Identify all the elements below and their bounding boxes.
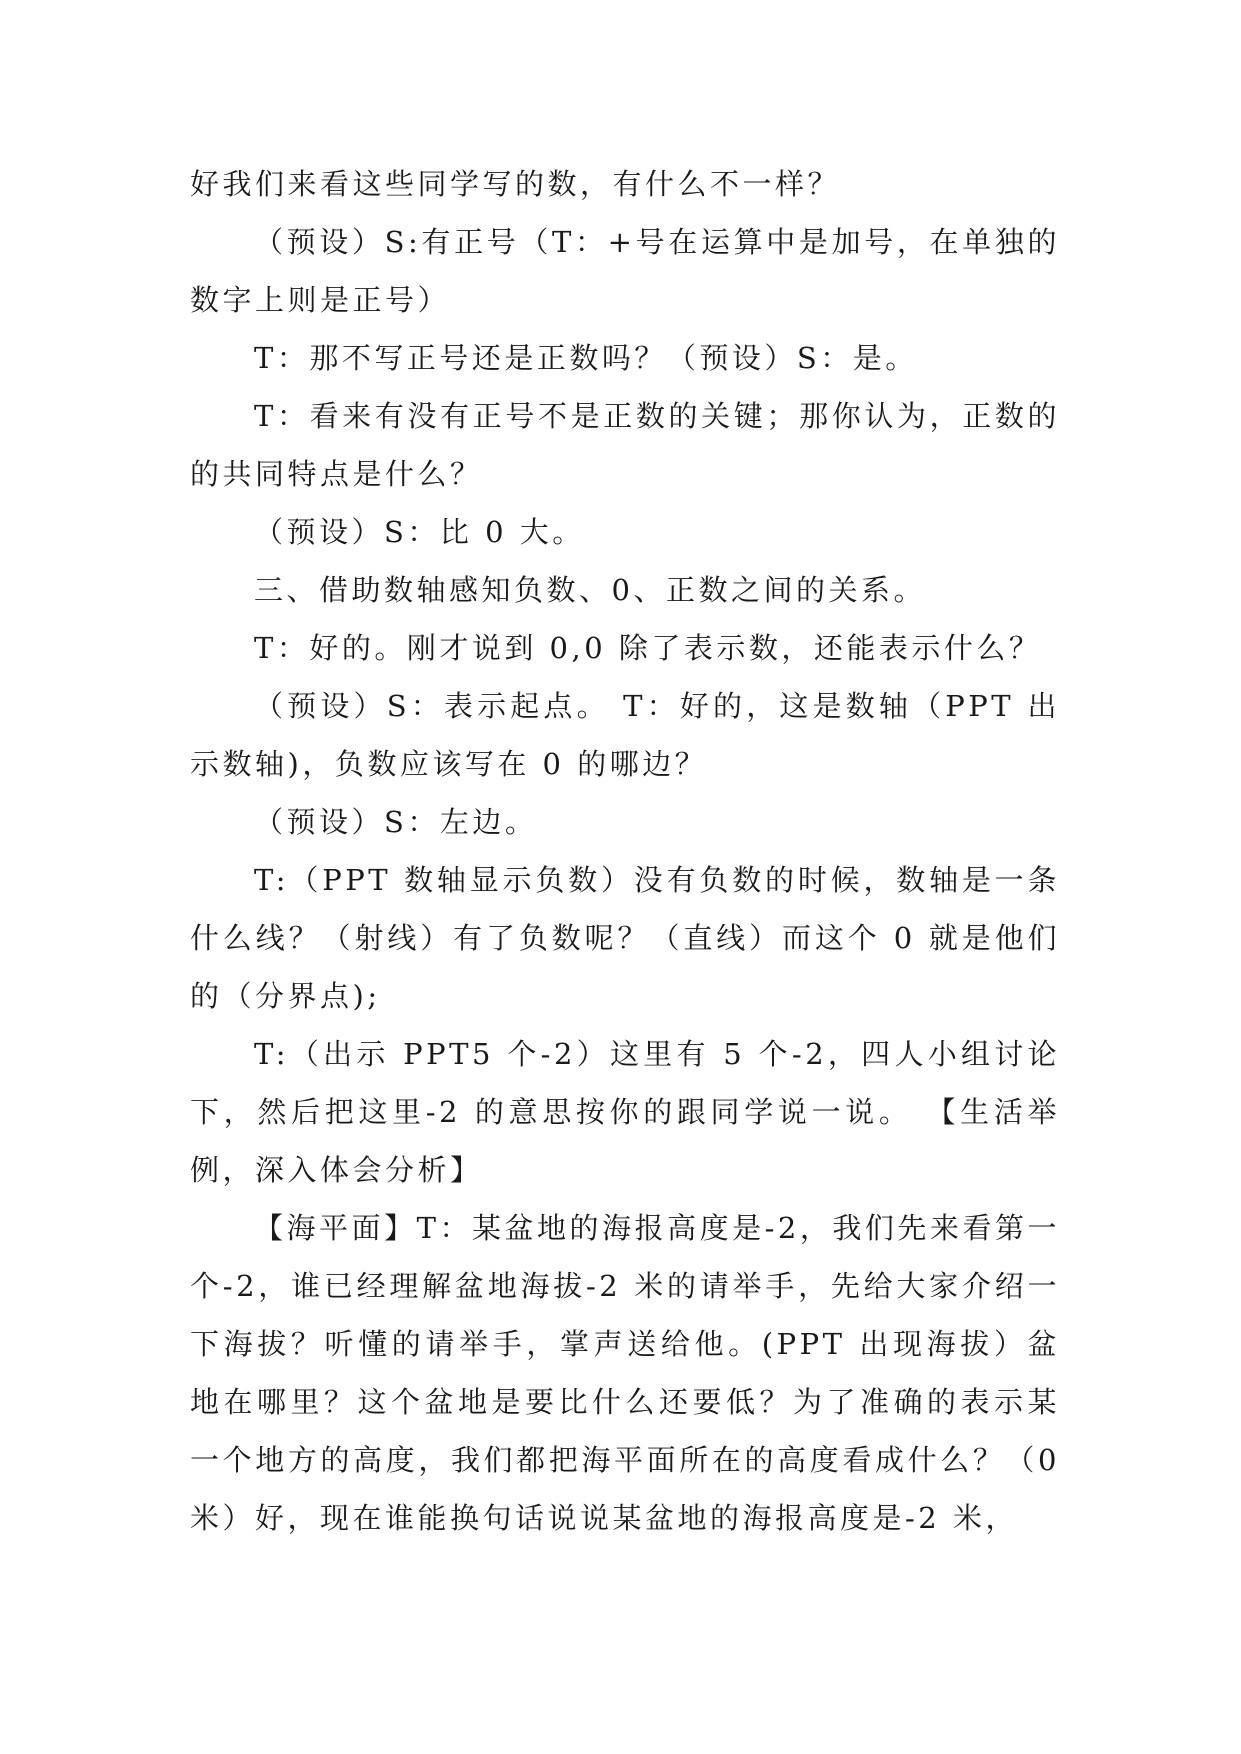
- document-body: [190, 155, 1060, 1547]
- paragraph-9: （预设）S：左边。: [254, 805, 538, 839]
- paragraph-12: 【海平面】T：某盆地的海报高度是-2，我们先来看第一个-2，谁已经理解盆地海拔-2 米的请举手，先给大家介绍一下海拔？听懂的请举手，掌声送给他。(PPT 出现海拔）盆地在哪里？这个盆地是要比什么还要低？为了准确的表示某一个地方的高度，我们都把海平面所在的高度看成什么？（0 米）好，现在谁能换句话说说某盆地的海报高度是-2 米，: [190, 1211, 1060, 1535]
- paragraph-4: T：看来有没有正号不是正数的关键；那你认为，正数的的共同特点是什么？: [190, 399, 1060, 491]
- paragraph-11: T:（出示 PPT5 个-2）这里有 5 个-2，四人小组讨论下，然后把这里-2 的意思按你的跟同学说一说。 【生活举例，深入体会分析】: [190, 1037, 1060, 1187]
- paragraph-8: （预设）S：表示起点。 T：好的，这是数轴（PPT 出示数轴)，负数应该写在 0 的哪边？: [190, 689, 1060, 781]
- paragraph-1: 好我们来看这些同学写的数，有什么不一样？: [190, 167, 841, 201]
- paragraph-5: （预设）S：比 0 大。: [254, 515, 585, 549]
- paragraph-3: T：那不写正号还是正数吗？（预设）S：是。: [254, 341, 918, 375]
- paragraph-7: T：好的。刚才说到 0,0 除了表示数，还能表示什么？: [254, 631, 1042, 665]
- paragraph-10: T:（PPT 数轴显示负数）没有负数的时候，数轴是一条什么线？（射线）有了负数呢？（直线）而这个 0 就是他们的（分界点);: [190, 863, 1060, 1013]
- section-heading-3: 三、借助数轴感知负数、0、正数之间的关系。: [254, 573, 926, 607]
- paragraph-2: （预设）S:有正号（T：+号在运算中是加号，在单独的数字上则是正号）: [190, 225, 1060, 317]
